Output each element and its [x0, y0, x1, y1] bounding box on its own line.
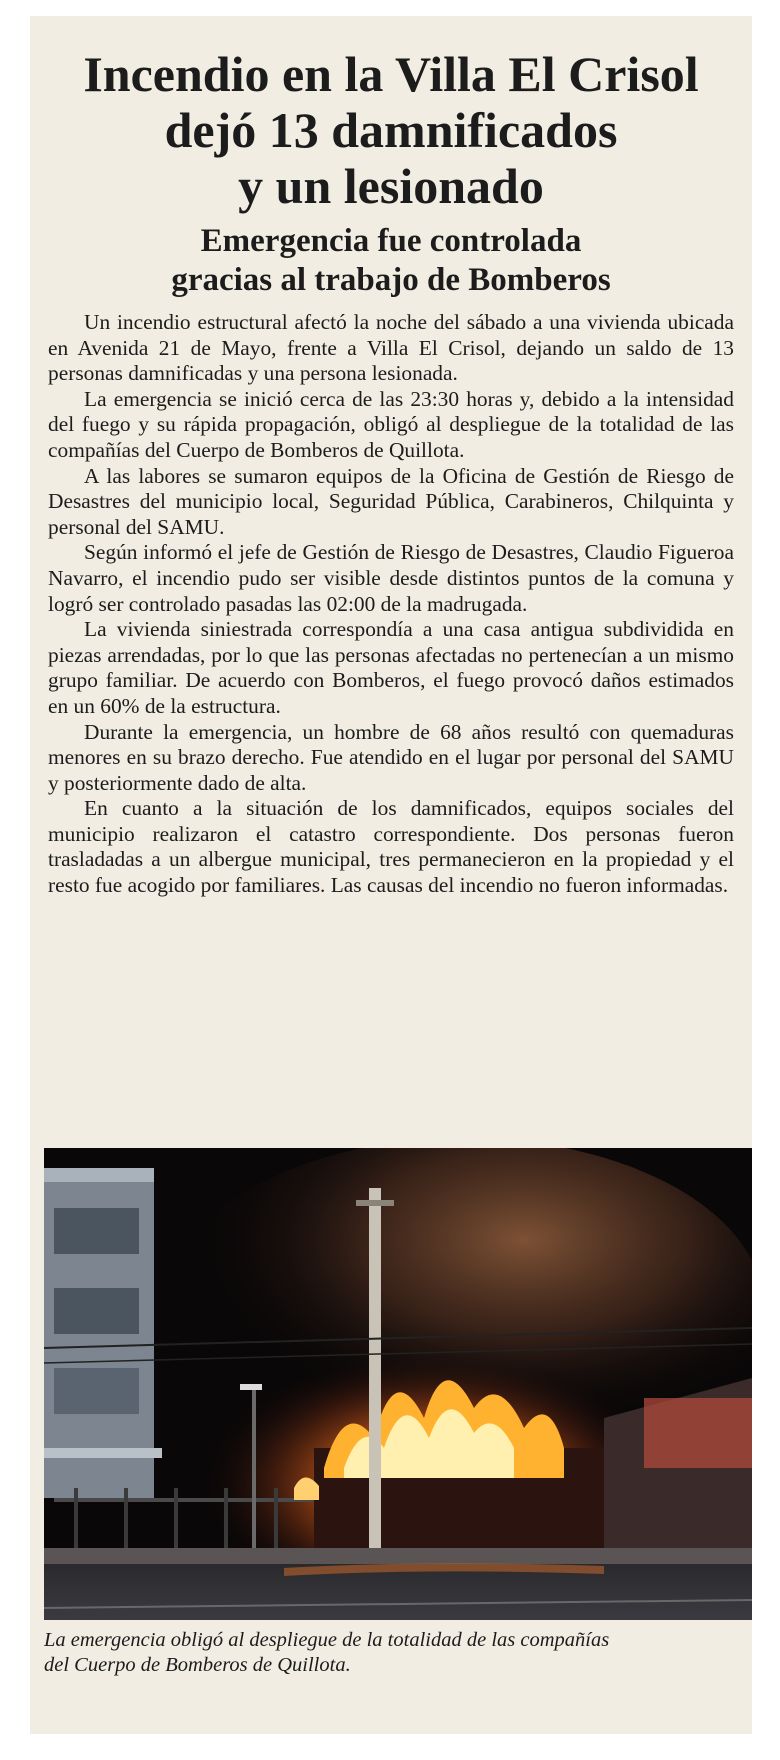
- headline: [48, 46, 734, 214]
- fire-scene-illustration: [44, 1148, 752, 1620]
- article-body: [48, 310, 734, 899]
- subheadline: [48, 222, 734, 300]
- subheadline-line: gracias al trabajo de Bomberos: [171, 262, 611, 298]
- headline-line: y un lesionado: [238, 158, 544, 214]
- headline-line: dejó 13 damnificados: [164, 102, 618, 158]
- paragraph: A las labores se sumaron equipos de la Oficina de Gestión de Riesgo de Desastres del municipio local, Seguridad Pública, Carabineros, Chilquinta y personal del SAMU.: [48, 463, 734, 539]
- paragraph: Según informó el jefe de Gestión de Riesgo de Desastres, Claudio Figueroa Navarro, el incendio pudo ser visible desde distintos puntos de la comuna y logró ser controlado pasadas las 02:00 de la madrugada.: [48, 540, 734, 616]
- paragraph: Un incendio estructural afectó la noche del sábado a una vivienda ubicada en Avenida 21 de Mayo, frente a Villa El Crisol, dejando un saldo de 13 personas damnificadas y una persona lesionada.: [48, 310, 734, 386]
- caption-line: La emergencia obligó al despliegue de la totalidad de las compañías: [44, 1629, 610, 1651]
- subheadline-line: Emergencia fue controlada: [200, 223, 582, 259]
- headline-line: Incendio en la Villa El Crisol: [83, 46, 699, 102]
- paragraph: Durante la emergencia, un hombre de 68 años resultó con quemaduras menores en su brazo derecho. Fue atendido en el lugar por personal del SAMU y posteriormente dado de alta.: [48, 719, 734, 795]
- caption-line: del Cuerpo de Bomberos de Quillota.: [44, 1654, 351, 1676]
- fire-photo: [44, 1148, 752, 1620]
- photo-caption: [44, 1628, 752, 1678]
- paragraph: En cuanto a la situación de los damnificados, equipos sociales del municipio realizaron el catastro correspondiente. Dos personas fueron trasladadas a un albergue municipal, tres permanecieron en la propiedad y el resto fue acogido por familiares. Las causas del incendio no fueron informadas.: [48, 796, 734, 898]
- paragraph: La emergencia se inició cerca de las 23:30 horas y, debido a la intensidad del fuego y su rápida propagación, obligó al despliegue de la totalidad de las compañías del Cuerpo de Bomberos de Quillota.: [48, 386, 734, 462]
- newspaper-page: [30, 16, 752, 1734]
- paragraph: La vivienda siniestrada correspondía a una casa antigua subdividida en piezas arrendadas, por lo que las personas afectadas no pertenecían a un mismo grupo familiar. De acuerdo con Bomberos, el fuego provocó daños estimados en un 60% de la estructura.: [48, 617, 734, 718]
